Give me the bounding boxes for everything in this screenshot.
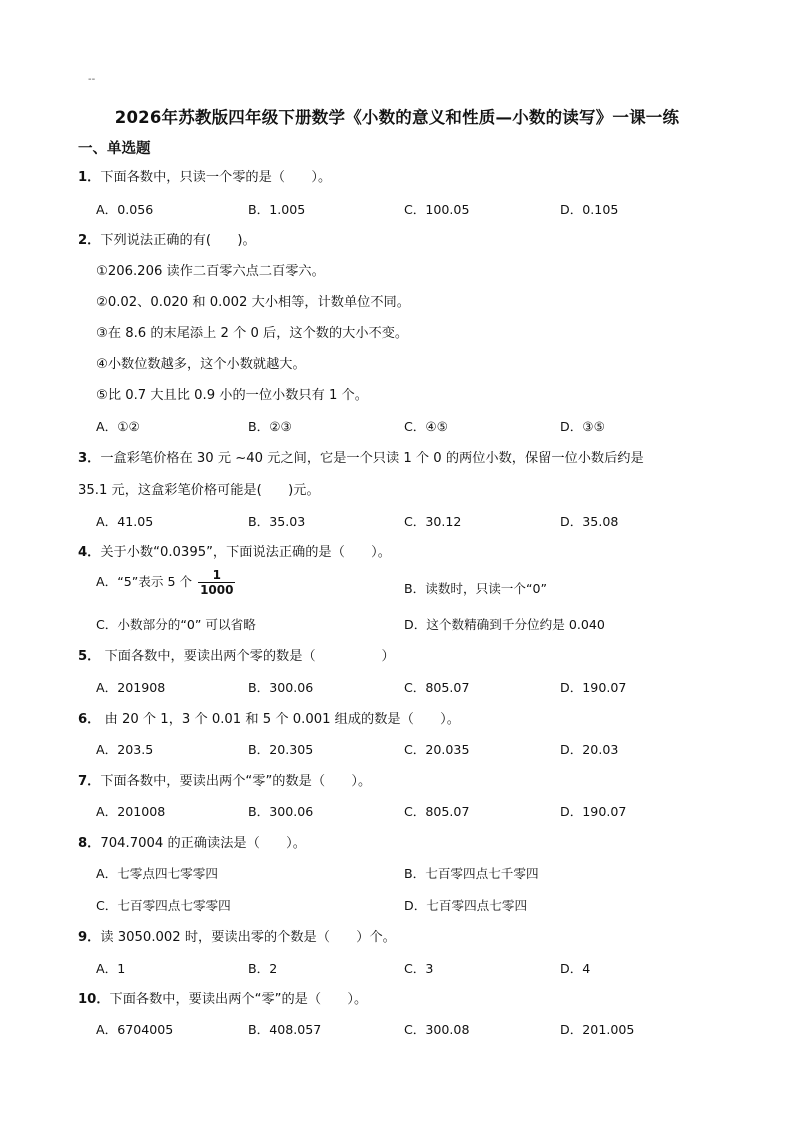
question-1 bbox=[78, 166, 331, 185]
q8-option-d: D．七百零四点七零四 bbox=[404, 898, 528, 913]
q10-option-b: B．408.057 bbox=[248, 1022, 322, 1037]
q2-statement-2: ②0.02、0.020 和 0.002 大小相等，计数单位不同。 bbox=[96, 295, 410, 310]
q3-option-a: A．41.05 bbox=[96, 514, 154, 529]
section-heading: 一、单选题 bbox=[78, 141, 151, 157]
question-number: 9． bbox=[78, 930, 101, 945]
question-number: 10． bbox=[78, 992, 110, 1007]
q5-option-b: B．300.06 bbox=[248, 680, 314, 695]
question-7 bbox=[78, 770, 371, 789]
header-mark: -- bbox=[88, 74, 96, 85]
question-9 bbox=[78, 926, 396, 945]
q8-option-a: A．七零点四七零零四 bbox=[96, 866, 218, 881]
question-3 bbox=[78, 447, 644, 466]
question-number: 8． bbox=[78, 836, 101, 851]
q10-option-c: C．300.08 bbox=[404, 1022, 470, 1037]
q4-option-d: D．这个数精确到千分位约是 0.040 bbox=[404, 617, 605, 632]
q2-statement-3: ③在 8.6 的末尾添上 2 个 0 后，这个数的大小不变。 bbox=[96, 326, 409, 341]
q4-option-a bbox=[96, 568, 235, 597]
question-3-line-2: 35.1 元，这盒彩笔价格可能是( )元。 bbox=[78, 483, 320, 498]
question-text: 关于小数“0.0395”，下面说法正确的是（ ）。 bbox=[100, 545, 391, 560]
q1-option-c: C．100.05 bbox=[404, 202, 470, 217]
q2-option-c: C．④⑤ bbox=[404, 419, 448, 434]
fraction bbox=[198, 568, 235, 597]
question-text: 由 20 个 1，3 个 0.01 和 5 个 0.001 组成的数是（ ）。 bbox=[100, 712, 460, 727]
question-text: 一盒彩笔价格在 30 元 ~40 元之间，它是一个只读 1 个 0 的两位小数，保留一位小数后约是 bbox=[100, 451, 644, 466]
q2-option-a: A．①② bbox=[96, 419, 140, 434]
q6-option-b: B．20.305 bbox=[248, 742, 314, 757]
question-text: 下列说法正确的有( )。 bbox=[100, 233, 256, 248]
q5-option-c: C．805.07 bbox=[404, 680, 470, 695]
question-10 bbox=[78, 988, 367, 1007]
q1-option-d: D．0.105 bbox=[560, 202, 619, 217]
fraction-denominator: 1000 bbox=[200, 583, 234, 597]
q9-option-d: D．4 bbox=[560, 961, 591, 976]
question-5 bbox=[78, 645, 395, 664]
q9-option-b: B．2 bbox=[248, 961, 278, 976]
q7-option-b: B．300.06 bbox=[248, 804, 314, 819]
q1-option-a: A．0.056 bbox=[96, 202, 154, 217]
q1-option-b: B．1.005 bbox=[248, 202, 306, 217]
question-number: 6． bbox=[78, 712, 101, 727]
question-number: 2． bbox=[78, 233, 101, 248]
q6-option-a: A．203.5 bbox=[96, 742, 154, 757]
question-text: 下面各数中，要读出两个“零”的是（ ）。 bbox=[109, 992, 368, 1007]
question-number: 4． bbox=[78, 545, 101, 560]
q7-option-a: A．201008 bbox=[96, 804, 166, 819]
q5-option-a: A．201908 bbox=[96, 680, 166, 695]
option-text: A．“5”表示 5 个 bbox=[96, 574, 193, 589]
question-text: 下面各数中，只读一个零的是（ ）。 bbox=[100, 170, 332, 185]
q5-option-d: D．190.07 bbox=[560, 680, 627, 695]
question-number: 1． bbox=[78, 170, 101, 185]
fraction-numerator: 1 bbox=[198, 568, 235, 583]
q2-statement-5: ⑤比 0.7 大且比 0.9 小的一位小数只有 1 个。 bbox=[96, 388, 368, 403]
q3-option-d: D．35.08 bbox=[560, 514, 619, 529]
question-text: 下面各数中，要读出两个“零”的数是（ ）。 bbox=[100, 774, 372, 789]
q7-option-c: C．805.07 bbox=[404, 804, 470, 819]
q10-option-d: D．201.005 bbox=[560, 1022, 635, 1037]
q10-option-a: A．6704005 bbox=[96, 1022, 174, 1037]
question-number: 5． bbox=[78, 649, 101, 664]
q9-option-c: C．3 bbox=[404, 961, 434, 976]
question-number: 3． bbox=[78, 451, 101, 466]
q7-option-d: D．190.07 bbox=[560, 804, 627, 819]
question-number: 7． bbox=[78, 774, 101, 789]
q2-statement-4: ④小数位数越多，这个小数就越大。 bbox=[96, 357, 306, 372]
question-text: 下面各数中，要读出两个零的数是（ ） bbox=[100, 649, 395, 664]
q4-option-b: B．读数时，只读一个“0” bbox=[404, 581, 548, 596]
page-title: 2026年苏教版四年级下册数学《小数的意义和性质—小数的读写》一课一练 bbox=[114, 108, 680, 127]
q6-option-d: D．20.03 bbox=[560, 742, 619, 757]
q2-option-b: B．②③ bbox=[248, 419, 292, 434]
question-6 bbox=[78, 708, 460, 727]
q2-option-d: D．③⑤ bbox=[560, 419, 605, 434]
q8-option-b: B．七百零四点七千零四 bbox=[404, 866, 539, 881]
q9-option-a: A．1 bbox=[96, 961, 126, 976]
q2-statement-1: ①206.206 读作二百零六点二百零六。 bbox=[96, 264, 325, 279]
question-2 bbox=[78, 229, 256, 248]
q6-option-c: C．20.035 bbox=[404, 742, 470, 757]
question-8 bbox=[78, 832, 306, 851]
q3-option-c: C．30.12 bbox=[404, 514, 462, 529]
q8-option-c: C．七百零四点七零零四 bbox=[96, 898, 231, 913]
question-text: 704.7004 的正确读法是（ ）。 bbox=[100, 836, 306, 851]
q4-option-c: C．小数部分的“0” 可以省略 bbox=[96, 617, 256, 632]
question-text: 读 3050.002 时，要读出零的个数是（ ）个。 bbox=[100, 930, 396, 945]
question-4 bbox=[78, 541, 391, 560]
q3-option-b: B．35.03 bbox=[248, 514, 306, 529]
